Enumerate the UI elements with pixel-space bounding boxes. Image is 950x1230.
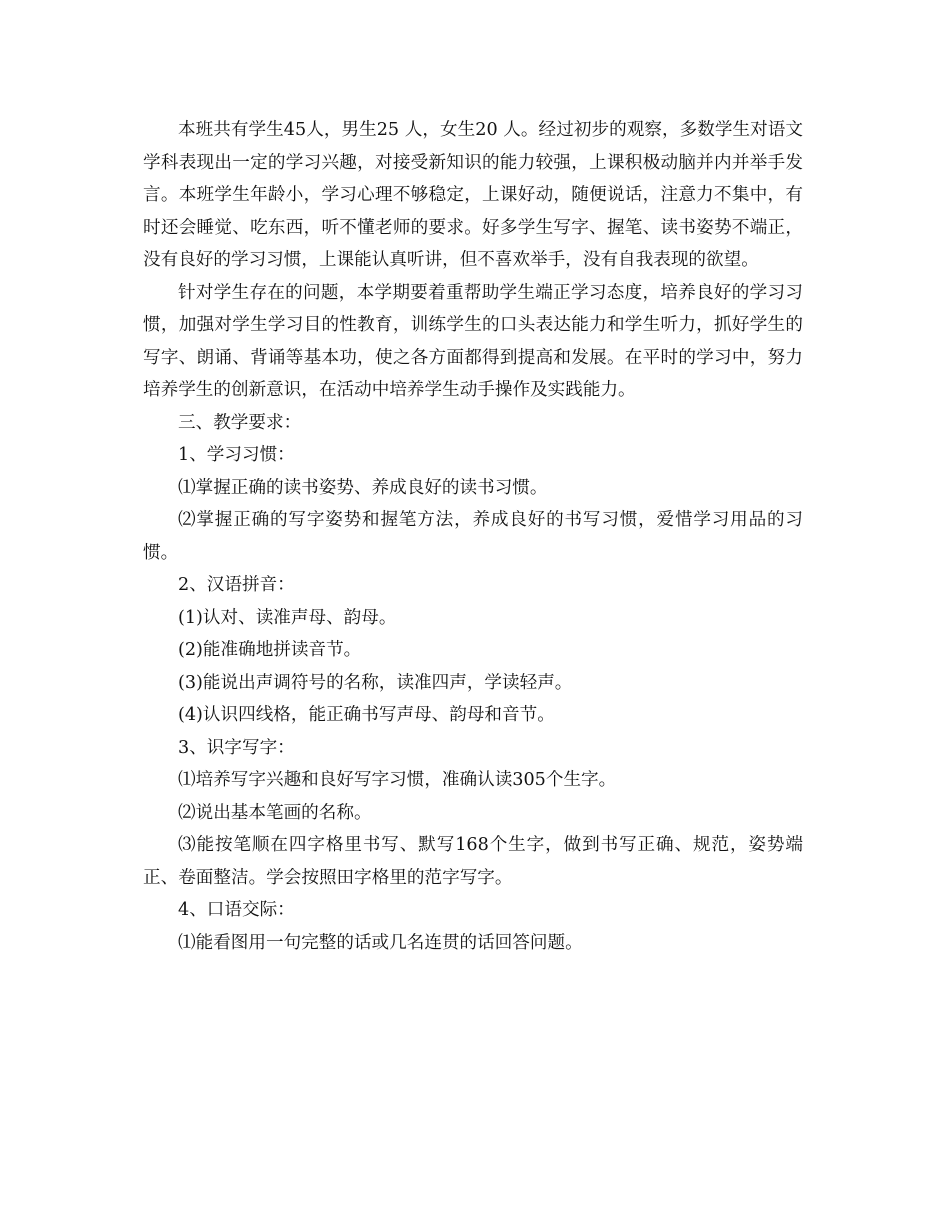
- intro-paragraph-teaching-focus: 针对学生存在的问题，本学期要着重帮助学生端正学习态度，培养良好的学习习惯，加强对学生学习目的性教育，训练学生的口头表达能力和学生听力，抓好学生的写字、朗诵、背诵等基本功，使之各方面都得到提高和发展。在平时的学习中，努力培养学生的创新意识，在活动中培养学生动手操作及实践能力。: [143, 282, 803, 400]
- list-item: ⑵掌握正确的写字姿势和握笔方法，养成良好的书写习惯，爱惜学习用品的习惯。: [143, 510, 803, 563]
- list-item: (1)认对、读准声母、韵母。: [178, 607, 397, 628]
- intro-paragraph-class-overview: 本班共有学生45人，男生25 人，女生20 人。经过初步的观察，多数学生对语文学科表现出一定的学习兴趣，对接受新知识的能力较强，上课积极动脑并内并举手发言。本班学生年龄小，学习心理不够稳定，上课好动，随便说话，注意力不集中，有时还会睡觉、吃东西，听不懂老师的要求。好多学生写字、握笔、读书姿势不端正，没有良好的学习习惯，上课能认真听讲，但不喜欢举手，没有自我表现的欲望。: [143, 120, 803, 270]
- document-body: [143, 114, 803, 959]
- list-item: ⑵说出基本笔画的名称。: [178, 802, 372, 823]
- list-item: (4)认识四线格，能正确书写声母、韵母和音节。: [178, 705, 555, 725]
- section-heading-teaching-requirements: 三、教学要求：: [178, 412, 302, 433]
- list-item: (2)能准确地拼读音节。: [178, 640, 362, 660]
- list-item: ⑶能按笔顺在四字格里书写、默写168个生字，做到书写正确、规范，姿势端正、卷面整洁。学会按照田字格里的范字写字。: [143, 835, 803, 888]
- subheading-study-habits: 1、学习习惯：: [178, 445, 295, 465]
- list-item: ⑴能看图用一句完整的话或几名连贯的话回答问题。: [178, 932, 583, 953]
- list-item: ⑴培养写字兴趣和良好写字习惯，准确认读305个生字。: [178, 770, 617, 790]
- subheading-pinyin: 2、汉语拼音：: [178, 575, 295, 595]
- subheading-oral-communication: 4、口语交际：: [178, 900, 295, 920]
- list-item: (3)能说出声调符号的名称，读准四声，学读轻声。: [178, 672, 573, 693]
- subheading-character-writing: 3、识字写字：: [178, 737, 295, 758]
- list-item: ⑴掌握正确的读书姿势、养成良好的读书习惯。: [178, 477, 548, 498]
